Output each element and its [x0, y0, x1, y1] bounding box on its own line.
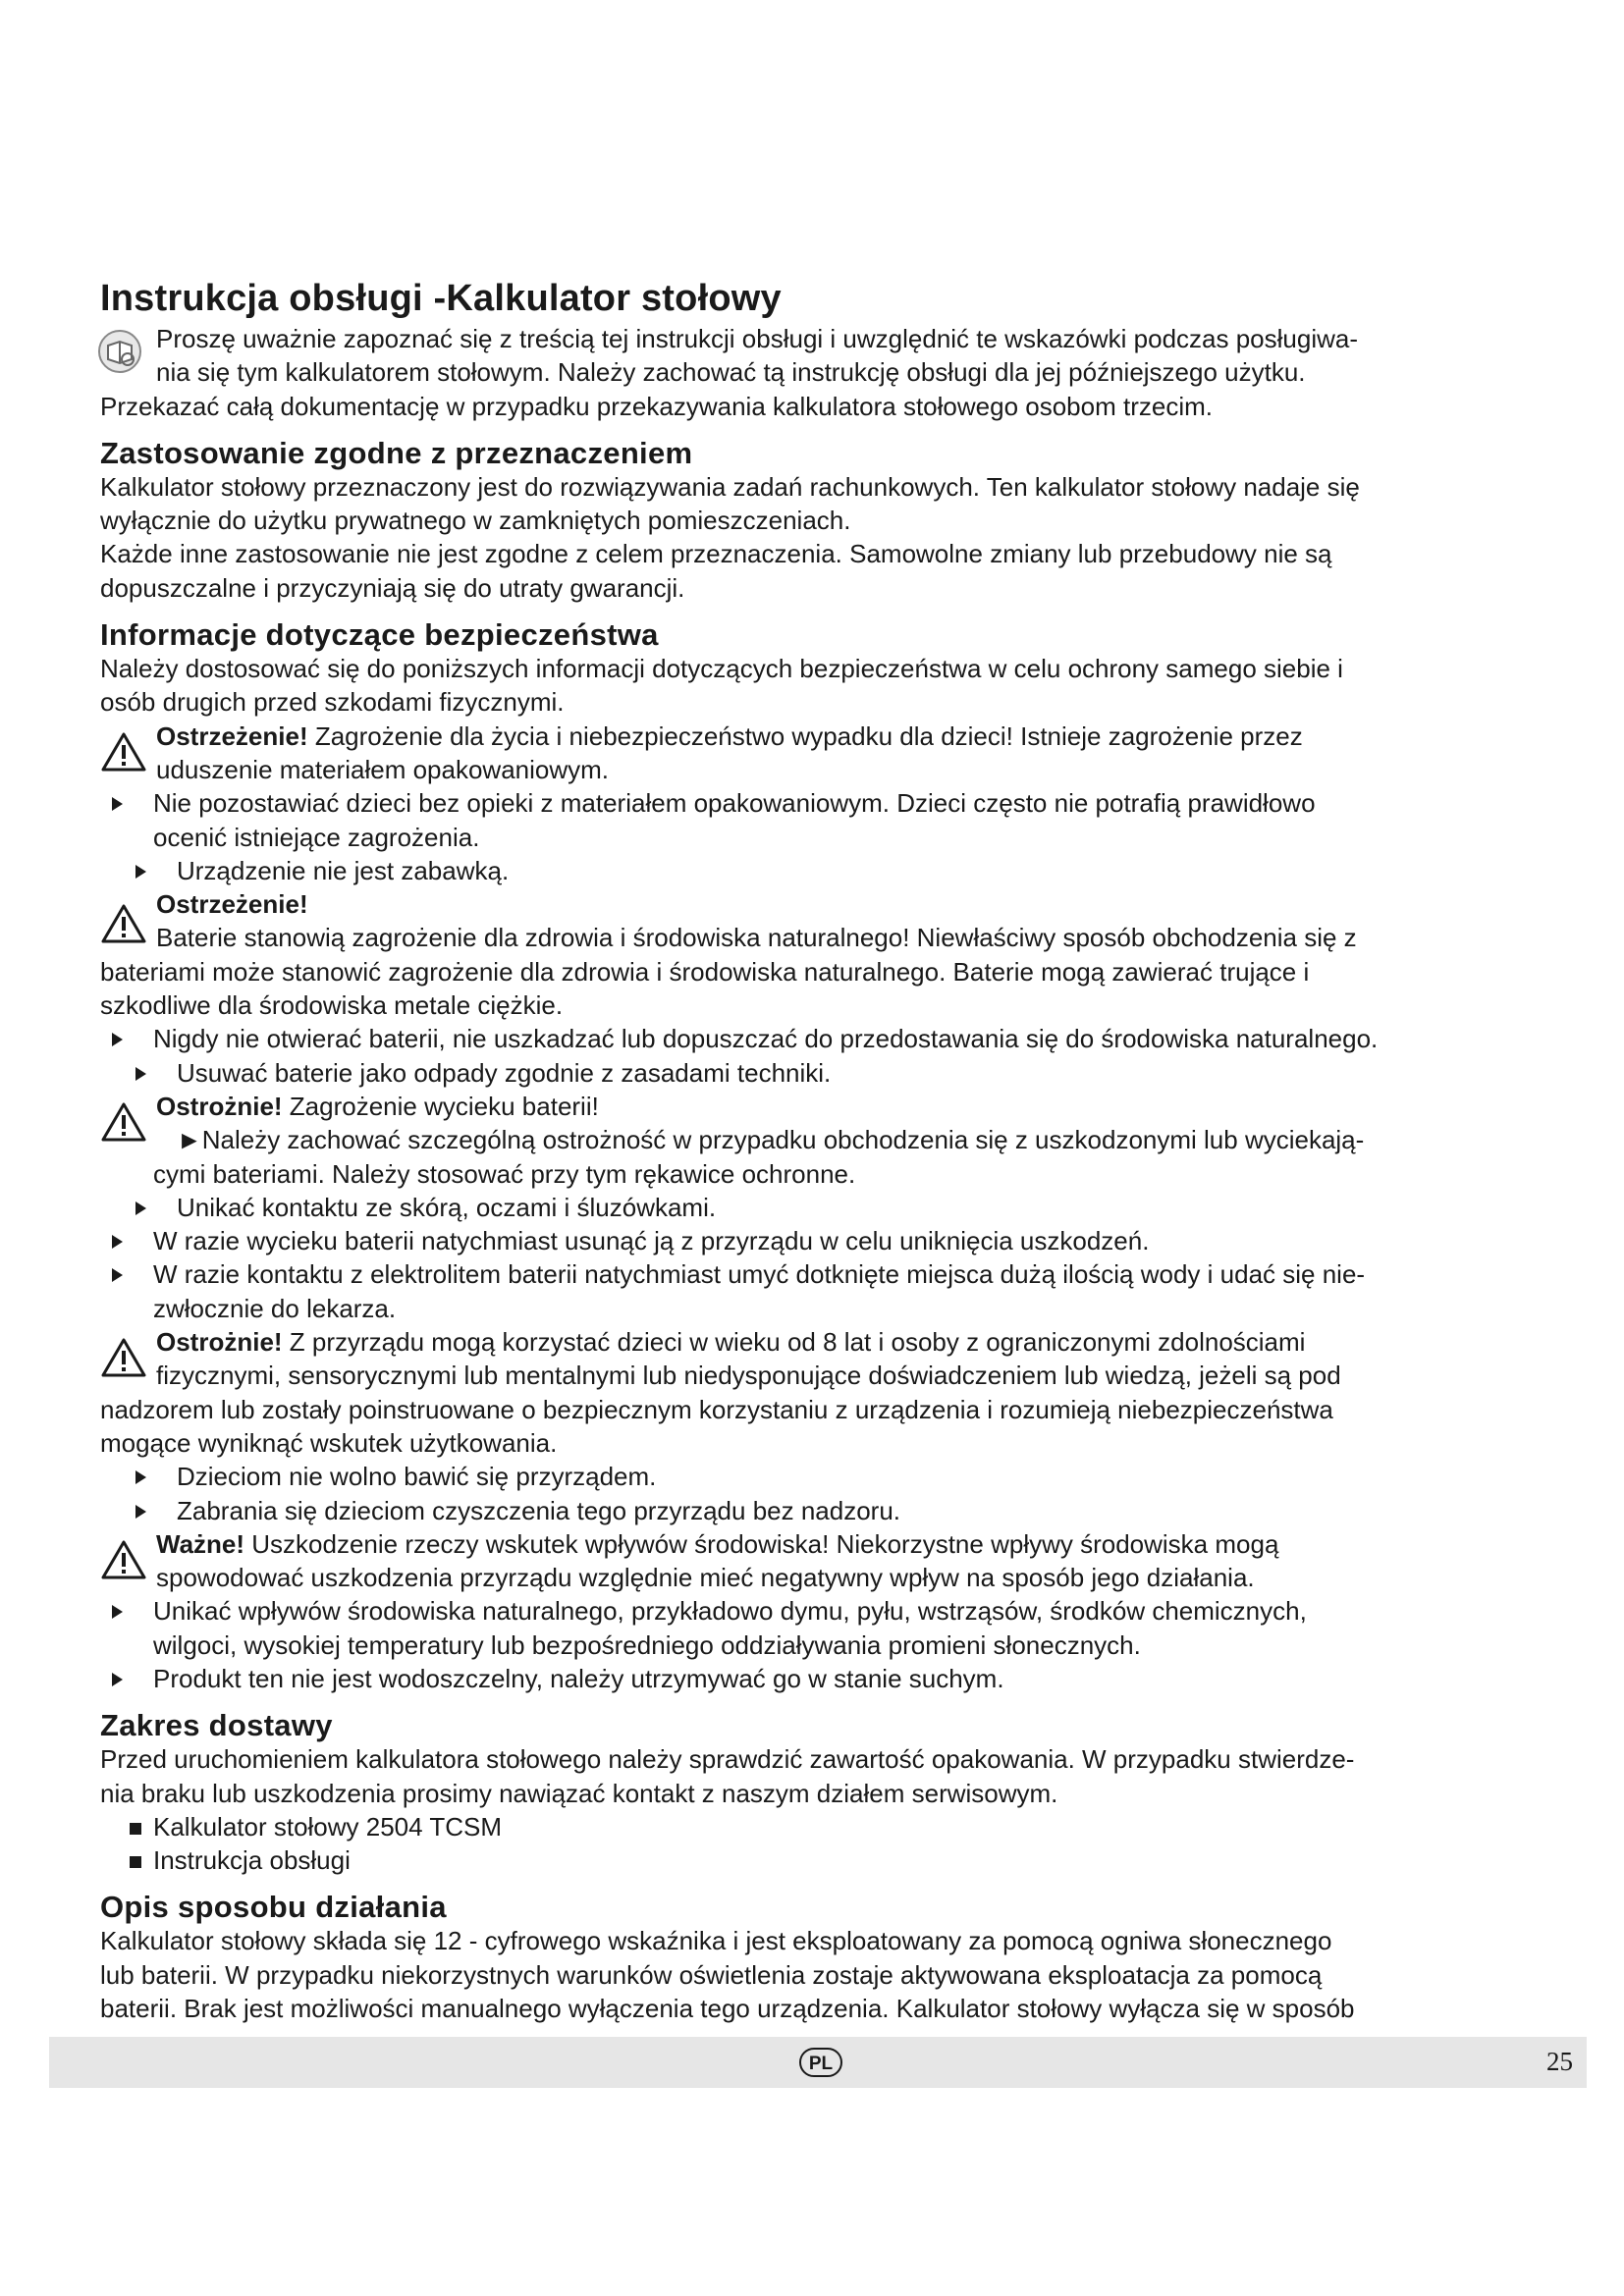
bullet-arrow-icon [112, 1605, 123, 1619]
paragraph-line: nia braku lub uszkodzenia prosimy nawiązać kontakt z naszym działem serwisowym. [100, 1778, 1058, 1808]
bullet-item [100, 1191, 1553, 1224]
paragraph-line: baterii. Brak jest możliwości manualnego wyłączenia tego urządzenia. Kalkulator stołowy wyłącza się w sposób [100, 1994, 1355, 2024]
caution-text: Z przyrządu mogą korzystać dzieci w wieku od 8 lat i osoby z ograniczonymi zdolnościami [282, 1327, 1306, 1358]
caution-text: nadzorem lub zostały poinstruowane o bezpiecznym korzystaniu z urządzenia i rozumieją niebezpieczeństwa [100, 1394, 1333, 1424]
bullet-text: wilgoci, wysokiej temperatury lub bezpośredniego oddziaływania promieni słonecznych. [153, 1629, 1141, 1660]
language-badge: PL [799, 2048, 842, 2077]
bullet-arrow-icon [112, 1033, 123, 1046]
warning-text: szkodliwe dla środowiska metale ciężkie. [100, 990, 564, 1021]
bullet-arrow-icon [112, 1235, 123, 1249]
paragraph-line: Należy dostosować się do poniższych informacji dotyczących bezpieczeństwa w celu ochrony samego siebie i [100, 654, 1343, 684]
caution-block [100, 1090, 1553, 1325]
page-footer [49, 2037, 1587, 2088]
caution-label: Ostrożnie! [156, 1091, 283, 1121]
paragraph-line: lub baterii. W przypadku niekorzystnych warunków oświetlenia zostaje aktywowana eksploatacja za pomocą [100, 1959, 1323, 1990]
important-text: spowodować uszkodzenia przyrządu względnie mieć negatywny wpływ na sposób jego działania. [156, 1563, 1255, 1593]
page-title: Instrukcja obsługi -Kalkulator stołowy [100, 278, 782, 319]
warning-triangle-icon [100, 903, 147, 944]
bullet-arrow-icon [135, 1470, 146, 1484]
paragraph-line: Każde inne zastosowanie nie jest zgodne z celem przeznaczenia. Samowolne zmiany lub przebudowy nie są [100, 539, 1332, 569]
warning-text: Baterie stanowią zagrożenie dla zdrowia i środowiska naturalnego! Niewłaściwy sposób obchodzenia się z [156, 923, 1357, 953]
bullet-arrow-icon [135, 865, 146, 879]
bullet-item [100, 786, 1553, 820]
section-heading-function: Opis sposobu działania [100, 1890, 447, 1925]
section-heading-intended-use: Zastosowanie zgodne z przeznaczeniem [100, 435, 693, 470]
bullet-arrow-icon [135, 1201, 146, 1215]
bullet-text: Produkt ten nie jest wodoszczelny, należy utrzymywać go w stanie suchym. [153, 1663, 1004, 1693]
bullet-item [100, 1494, 1553, 1527]
bullet-text: ocenić istniejące zagrożenia. [153, 822, 480, 852]
intro-line: Proszę uważnie zapoznać się z treścią tej instrukcji obsługi i uwzględnić te wskazówki podczas posługiwa- [156, 324, 1359, 353]
bullet-text: zwłocznie do lekarza. [153, 1293, 397, 1323]
warning-triangle-icon [100, 1101, 147, 1143]
warning-label: Ostrzeżenie! [156, 889, 308, 920]
bullet-item [100, 1056, 1553, 1090]
important-text: Uszkodzenie rzeczy wskutek wpływów środowiska! Niekorzystne wpływy środowiska mogą [244, 1528, 1279, 1559]
paragraph-line: Przed uruchomieniem kalkulatora stołowego należy sprawdzić zawartość opakowania. W przypadku stwierdze- [100, 1744, 1355, 1775]
bullet-text: Unikać wpływów środowiska naturalnego, przykładowo dymu, pyłu, wstrząsów, środków chemicznych, [153, 1596, 1307, 1627]
bullet-item [100, 1022, 1553, 1055]
warning-block [100, 887, 1553, 1090]
section-heading-delivery: Zakres dostawy [100, 1708, 333, 1743]
bullet-item [100, 1257, 1553, 1291]
intro-block [100, 322, 1553, 423]
bullet-text: W razie kontaktu z elektrolitem baterii natychmiast umyć dotknięte miejsca dużą ilością wody i udać się nie- [153, 1259, 1366, 1290]
bullet-item [100, 1224, 1553, 1257]
caution-text: mogące wyniknąć wskutek użytkowania. [100, 1427, 558, 1458]
warning-text: uduszenie materiałem opakowaniowym. [156, 754, 610, 784]
warning-triangle-icon [100, 1337, 147, 1378]
bullet-text: Nie pozostawiać dzieci bez opieki z materiałem opakowaniowym. Dzieci często nie potrafią prawidłowo [153, 788, 1316, 819]
page-content [100, 277, 1553, 2025]
paragraph-line: Kalkulator stołowy składa się 12 - cyfrowego wskaźnika i jest eksploatowany za pomocą ogniwa słonecznego [100, 1926, 1332, 1956]
bullet-text: Unikać kontaktu ze skórą, oczami i śluzówkami. [177, 1192, 717, 1222]
bullet-arrow-icon [112, 1268, 123, 1282]
list-item: Kalkulator stołowy 2504 TCSM [100, 1810, 1553, 1843]
caution-label: Ostrożnie! [156, 1327, 283, 1358]
warning-text: Zagrożenie dla życia i niebezpieczeństwo wypadku dla dzieci! Istnieje zagrożenie przez [307, 721, 1303, 751]
warning-triangle-icon [100, 731, 147, 773]
bullet-arrow-icon [135, 1067, 146, 1081]
bullet-text: Dzieciom nie wolno bawić się przyrządem. [177, 1462, 657, 1492]
bullet-arrow-icon [112, 797, 123, 811]
bullet-text: Nigdy nie otwierać baterii, nie uszkadzać lub dopuszczać do przedostawania się do środowiska naturalnego. [153, 1024, 1379, 1054]
bullet-item [100, 854, 1553, 887]
caution-text: Zagrożenie wycieku baterii! [282, 1091, 599, 1121]
bullet-item [100, 1662, 1553, 1695]
warning-label: Ostrzeżenie! [156, 721, 308, 751]
intro-line: Przekazać całą dokumentację w przypadku przekazywania kalkulatora stołowego osobom trzecim. [100, 391, 1213, 421]
paragraph-line: wyłącznie do użytku prywatnego w zamkniętych pomieszczeniach. [100, 506, 851, 536]
list-item: Instrukcja obsługi [100, 1843, 1553, 1877]
page-number: 25 [1546, 2047, 1573, 2076]
section-heading-safety: Informacje dotyczące bezpieczeństwa [100, 617, 659, 653]
read-manual-icon [96, 328, 143, 375]
bullet-text: Usuwać baterie jako odpady zgodnie z zasadami techniki. [177, 1057, 832, 1088]
caution-text: ►Należy zachować szczególną ostrożność w przypadku obchodzenia się z uszkodzonymi lub wyciekają- [177, 1125, 1365, 1155]
warning-triangle-icon [100, 1539, 147, 1580]
warning-text: bateriami może stanowić zagrożenie dla zdrowia i środowiska naturalnego. Baterie mogą zawierać trujące i [100, 956, 1310, 987]
bullet-item [100, 1594, 1553, 1628]
bullet-arrow-icon [112, 1673, 123, 1686]
bullet-text: Urządzenie nie jest zabawką. [177, 855, 510, 885]
bullet-item [100, 1460, 1553, 1493]
bullet-text: Zabrania się dzieciom czyszczenia tego przyrządu bez nadzoru. [177, 1495, 901, 1525]
bullet-arrow-icon [135, 1505, 146, 1519]
caution-text: cymi bateriami. Należy stosować przy tym rękawice ochronne. [153, 1158, 856, 1189]
caution-block [100, 1325, 1553, 1527]
important-label: Ważne! [156, 1528, 245, 1559]
important-block [100, 1527, 1553, 1695]
caution-text: fizycznymi, sensorycznymi lub mentalnymi lub niedysponujące doświadczeniem lub wiedzą, jeżeli są pod [156, 1361, 1341, 1391]
intro-line: nia się tym kalkulatorem stołowym. Należy zachować tą instrukcję obsługi dla jej późniejszego użytku. [156, 357, 1306, 388]
paragraph-line: Kalkulator stołowy przeznaczony jest do rozwiązywania zadań rachunkowych. Ten kalkulator stołowy nadaje się [100, 471, 1360, 502]
paragraph-line: dopuszczalne i przyczyniają się do utraty gwarancji. [100, 572, 685, 603]
warning-block [100, 720, 1553, 887]
bullet-text: W razie wycieku baterii natychmiast usunąć ją z przyrządu w celu uniknięcia uszkodzeń. [153, 1226, 1150, 1256]
paragraph-line: osób drugich przed szkodami fizycznymi. [100, 687, 565, 718]
